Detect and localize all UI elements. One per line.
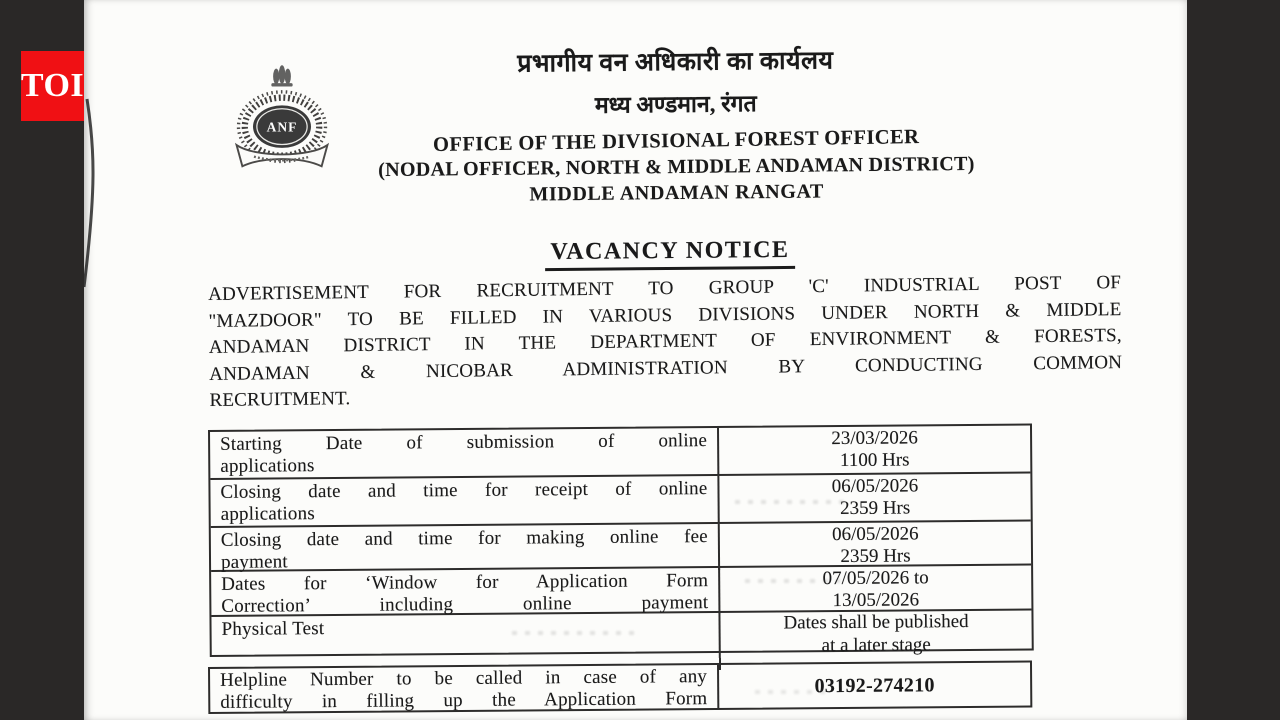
- schedule-row-label: Starting Date of submission of online applications: [210, 428, 719, 478]
- helpline-number: 03192-274210: [814, 674, 935, 697]
- toi-logo-text: TOI: [20, 67, 85, 104]
- schedule-row-label: Closing date and time for receipt of online applications: [210, 476, 719, 526]
- scan-smudge: [755, 690, 825, 694]
- letterhead: [163, 39, 1187, 211]
- toi-logo: [21, 51, 84, 121]
- advertisement-paragraph: ADVERTISEMENT FOR RECRUITMENT TO GROUP 'C' INDUSTRIAL POST OF "MAZDOOR" TO BE FILLED IN VARIOUS DIVISIONS UNDER NORTH & MIDDLE ANDAMAN DISTRICT IN THE DEPARTMENT OF ENVIRONMENT & FORESTS, ANDAMAN & NICOBAR ADMINISTRATION BY CONDUCTING COMMON RECRUITMENT.: [208, 272, 1123, 411]
- notice-title-wrap: [220, 234, 1120, 274]
- scan-smudge: [745, 579, 840, 583]
- schedule-row-label: Closing date and time for making online fee payment: [211, 524, 720, 574]
- scan-smudge: [512, 631, 642, 635]
- page-curl-line: [84, 95, 98, 295]
- emblem-anf-text: ANF: [266, 119, 298, 135]
- schedule-row: [211, 566, 1031, 617]
- office-place-line: MIDDLE ANDAMAN RANGAT: [529, 180, 825, 206]
- office-name-line: OFFICE OF THE DIVISIONAL FOREST OFFICER: [432, 125, 920, 157]
- schedule-row-value: 07/05/2026 to 13/05/2026: [822, 566, 929, 612]
- schedule-row-value: 06/05/2026 2359 Hrs: [831, 522, 919, 568]
- schedule-row: [210, 426, 1030, 480]
- schedule-row-label: Dates for ‘Window for Application Form Correction’ including online payment: [211, 568, 720, 618]
- document-page: [84, 0, 1187, 720]
- helpline-row: [208, 661, 1032, 714]
- schedule-row-value: 23/03/2026 1100 Hrs: [831, 426, 918, 472]
- schedule-row-value: Dates shall be published at a later stage: [783, 611, 969, 656]
- notice-title: VACANCY NOTICE: [545, 237, 794, 271]
- helpline-label: Helpline Number to be called in case of any difficulty in filling up the Application Form: [210, 665, 719, 713]
- schedule-table: [208, 424, 1034, 657]
- schedule-row-label: Physical Test: [211, 613, 720, 662]
- schedule-row: [210, 474, 1030, 528]
- schedule-row-value: 06/05/2026 2359 Hrs: [831, 474, 919, 520]
- hindi-location-line: मध्य अण्डमान, रंगत: [594, 91, 757, 118]
- nodal-officer-line: (NODAL OFFICER, NORTH & MIDDLE ANDAMAN DISTRICT): [378, 152, 975, 182]
- right-dark-bar: [1187, 0, 1280, 720]
- scan-smudge: [735, 500, 845, 504]
- hindi-office-line: प्रभागीय वन अधिकारी का कार्यलय: [517, 47, 834, 78]
- schedule-row: [211, 522, 1031, 572]
